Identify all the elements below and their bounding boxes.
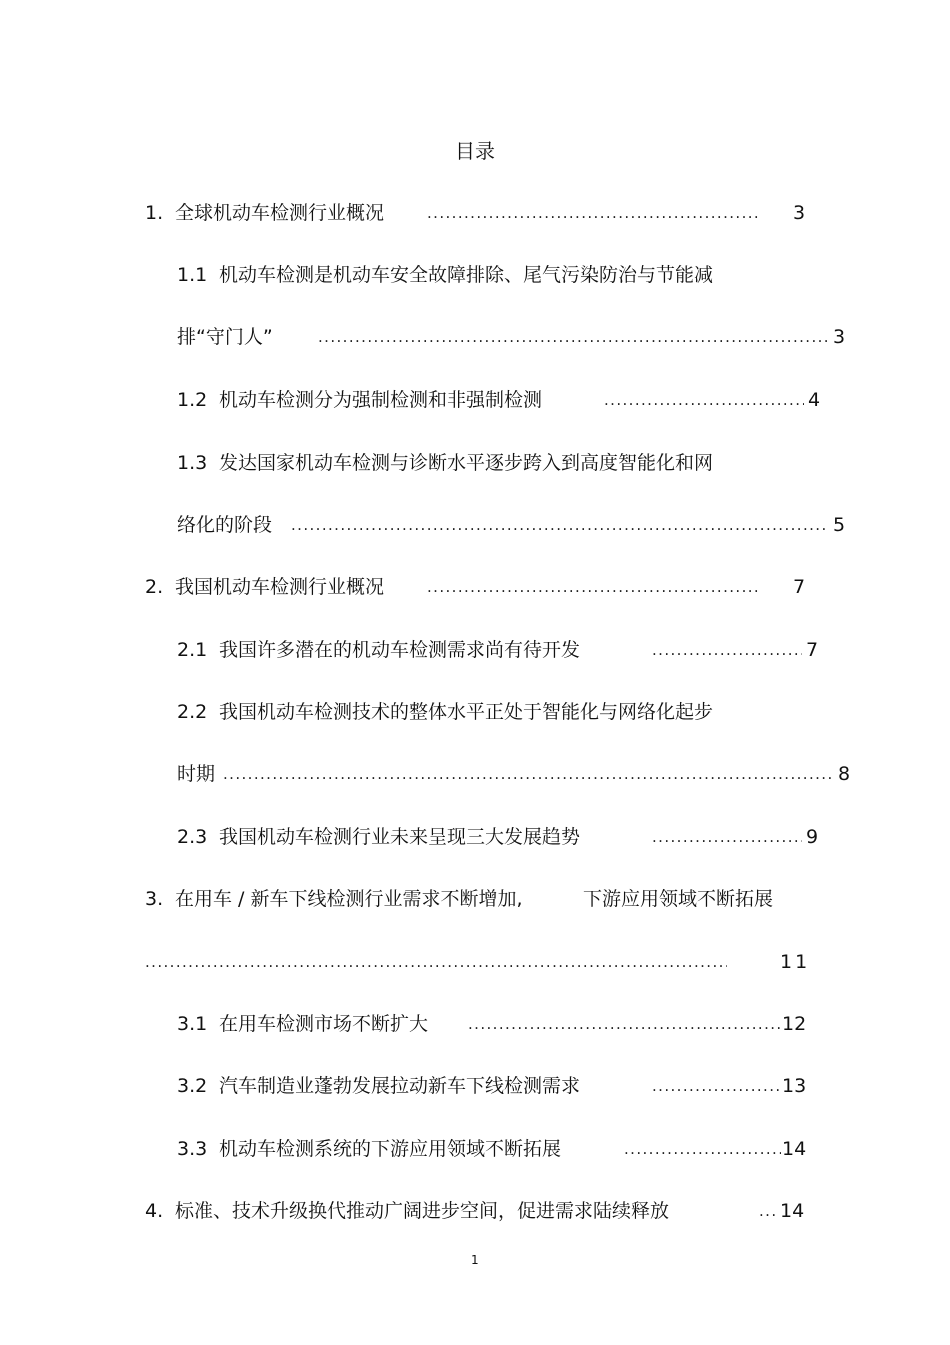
entry-text: 机动车检测是机动车安全故障排除、尾气污染防治与节能减 [219,264,714,286]
entry-page: 4 [808,389,821,411]
entry-number: 3.3 [177,1138,208,1160]
entry-text: 在用车 / 新车下线检测行业需求不断增加, [175,888,523,910]
entry-number: 3.1 [177,1013,208,1035]
entry-page: 12 [782,1013,807,1035]
entry-page: 8 [838,763,851,785]
entry-text: 标准、技术升级换代推动广阔进步空间，促进需求陆续释放 [175,1200,670,1222]
dot-leader [624,1137,781,1161]
entry-text: 全球机动车检测行业概况 [175,202,385,224]
entry-text-continued: 排“守门人” [177,326,273,348]
entry-number: 4. [145,1200,164,1222]
entry-number: 1.2 [177,389,208,411]
dot-leader [652,638,802,662]
entry-number: 2.3 [177,826,208,848]
dot-leader [145,950,727,974]
entry-text: 我国机动车检测技术的整体水平正处于智能化与网络化起步 [219,701,714,723]
entry-number: 3. [145,888,164,910]
dot-leader [291,513,828,537]
entry-text: 我国机动车检测行业未来呈现三大发展趋势 [219,826,581,848]
entry-page: 14 [782,1138,807,1160]
entry-number: 3.2 [177,1075,208,1097]
entry-text: 我国机动车检测行业概况 [175,576,385,598]
dot-leader [652,1074,781,1098]
toc-title: 目录 [455,139,495,163]
entry-page: 7 [806,639,819,661]
dot-leader [468,1012,781,1036]
entry-page: 9 [806,826,819,848]
entry-number: 2.1 [177,639,208,661]
entry-text-continued: 时期 [177,763,216,785]
entry-text: 机动车检测分为强制检测和非强制检测 [219,389,543,411]
dot-leader [427,575,759,599]
entry-page: 7 [793,576,806,598]
entry-text: 我国许多潜在的机动车检测需求尚有待开发 [219,639,581,661]
entry-number: 1.3 [177,452,208,474]
dot-leader [604,388,804,412]
dot-leader [318,325,828,349]
dot-leader [759,1199,779,1223]
entry-number: 2. [145,576,164,598]
dot-leader [427,201,759,225]
entry-number: 1.1 [177,264,208,286]
entry-text: 发达国家机动车检测与诊断水平逐步跨入到高度智能化和网 [219,452,714,474]
entry-page: 5 [833,514,846,536]
entry-number: 1. [145,202,164,224]
entry-text-continued: 络化的阶段 [177,514,273,536]
entry-text: 在用车检测市场不断扩大 [219,1013,429,1035]
dot-leader [223,762,833,786]
entry-number: 2.2 [177,701,208,723]
entry-page: 3 [793,202,806,224]
entry-text: 机动车检测系统的下游应用领域不断拓展 [219,1138,562,1160]
entry-page: 11 [780,951,811,973]
entry-page: 3 [833,326,846,348]
entry-text: 汽车制造业蓬勃发展拉动新车下线检测需求 [219,1075,581,1097]
entry-text-second-part: 下游应用领域不断拓展 [583,888,774,910]
page-number-footer: 1 [471,1253,479,1267]
dot-leader [652,825,802,849]
entry-page: 13 [782,1075,807,1097]
entry-page: 14 [780,1200,805,1222]
